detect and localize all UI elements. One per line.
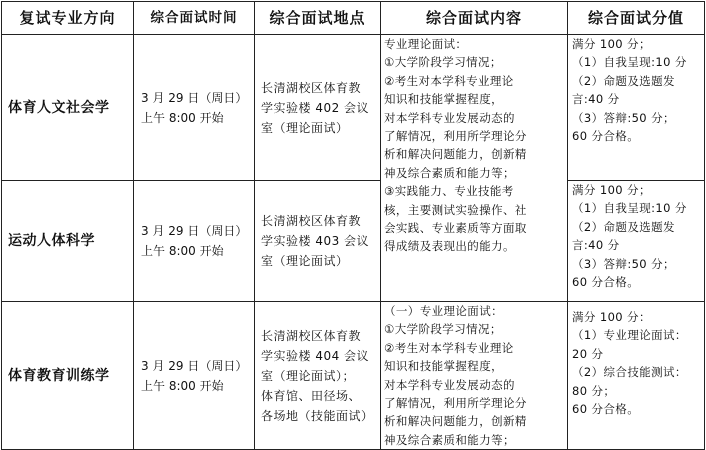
score-line: 满分 100 分： — [572, 310, 651, 324]
time-line: 上午 8:00 开始 — [141, 110, 224, 125]
score-line: （3）答辩:50 分； — [572, 256, 675, 271]
time-line: 上午 8:00 开始 — [141, 244, 224, 258]
direction-cell: 运动人体科学 — [2, 181, 134, 302]
content-line: ②考生对本学科专业理论 — [384, 340, 514, 355]
place-line: 室（理论面试） — [261, 120, 349, 135]
score-cell — [568, 181, 705, 302]
score-line: 言:40 分 — [572, 238, 620, 253]
content-line: 了解情况，利用所学理论分 — [384, 129, 527, 144]
header-direction: 复试专业方向 — [2, 2, 134, 35]
time-cell — [134, 181, 255, 302]
place-line: 体育馆、田径场、 — [261, 388, 362, 403]
content-cell — [381, 302, 568, 450]
score-line: （3）答辩:50 分； — [572, 110, 675, 125]
place-line: 学实验楼 404 会议 — [261, 348, 370, 363]
content-line: 得成绩及表现出的能力。 — [384, 239, 515, 254]
place-cell — [255, 302, 381, 450]
score-line: （2）综合技能测试： — [572, 365, 687, 380]
content-line: 析和解决问题能力，创新精 — [384, 147, 527, 162]
content-line: 了解情况，利用所学理论分 — [384, 396, 527, 411]
header-place: 综合面试地点 — [255, 2, 381, 35]
direction-cell: 体育人文社会学 — [2, 35, 134, 181]
score-line: 80 分； — [572, 383, 616, 398]
interview-table — [1, 1, 705, 450]
content-line: 对本学科专业发展动态的 — [384, 377, 515, 392]
score-line: 言:40 分 — [572, 92, 620, 107]
score-line: （1）自我呈现:10 分 — [572, 201, 687, 216]
place-line: 长清湖校区体育教 — [261, 80, 362, 95]
content-line: 对本学科专业发展动态的 — [384, 110, 515, 125]
score-line: 满分 100 分； — [572, 183, 651, 197]
content-line: 专业理论面试： — [384, 37, 468, 51]
content-line: 知识和技能掌握程度， — [384, 92, 503, 107]
score-line: 满分 100 分； — [572, 37, 651, 51]
content-cell-shared — [381, 35, 568, 302]
content-line: 神及综合素质和能力等； — [384, 432, 515, 447]
place-line: 学实验楼 402 会议 — [261, 100, 370, 115]
score-cell — [568, 302, 705, 450]
content-line: 神及综合素质和能力等； — [384, 165, 515, 180]
time-cell — [134, 35, 255, 181]
score-line: 20 分 — [572, 346, 604, 361]
content-line: 会实践、专业素质等方面取 — [384, 221, 527, 236]
time-line: 上午 8:00 开始 — [141, 378, 224, 393]
direction-cell: 体育教育训练学 — [2, 302, 134, 450]
place-line: 室（理论面试） — [261, 254, 349, 268]
header-score: 综合面试分值 — [568, 2, 705, 35]
content-line: 析和解决问题能力，创新精 — [384, 414, 527, 429]
content-line: 知识和技能掌握程度， — [384, 359, 503, 374]
table-row — [2, 302, 705, 450]
place-line: 长清湖校区体育教 — [261, 214, 362, 228]
score-line: （2）命题及选题发 — [572, 73, 675, 88]
time-line: 3 月 29 日（周日） — [141, 358, 248, 373]
time-line: 3 月 29 日（周日） — [141, 90, 248, 105]
content-line: （一）专业理论面试： — [384, 304, 503, 318]
header-content: 综合面试内容 — [381, 2, 568, 35]
score-cell — [568, 35, 705, 181]
time-line: 3 月 29 日（周日） — [141, 224, 248, 238]
place-line: 学实验楼 403 会议 — [261, 234, 370, 248]
time-cell — [134, 302, 255, 450]
score-line: 60 分合格。 — [572, 402, 640, 417]
table-row — [2, 35, 705, 181]
content-line: 核，主要测试实验操作、社 — [384, 202, 527, 217]
score-line: 60 分合格。 — [572, 275, 640, 290]
header-time: 综合面试时间 — [134, 2, 255, 35]
score-line: （2）命题及选题发 — [572, 219, 675, 234]
place-line: 各场地（技能面试） — [261, 408, 374, 423]
header-row — [2, 2, 705, 35]
place-line: 室（理论面试）； — [261, 368, 356, 383]
score-line: 60 分合格。 — [572, 129, 640, 144]
score-line: （1）专业理论面试： — [572, 328, 687, 343]
content-line: ②考生对本学科专业理论 — [384, 73, 514, 88]
content-line: ①大学阶段学习情况； — [384, 55, 502, 70]
table-row — [2, 181, 705, 302]
place-cell — [255, 35, 381, 181]
content-line: ③实践能力、专业技能考 — [384, 184, 514, 199]
content-line: ①大学阶段学习情况； — [384, 322, 502, 337]
place-cell — [255, 181, 381, 302]
place-line: 长清湖校区体育教 — [261, 328, 362, 343]
score-line: （1）自我呈现:10 分 — [572, 55, 687, 70]
